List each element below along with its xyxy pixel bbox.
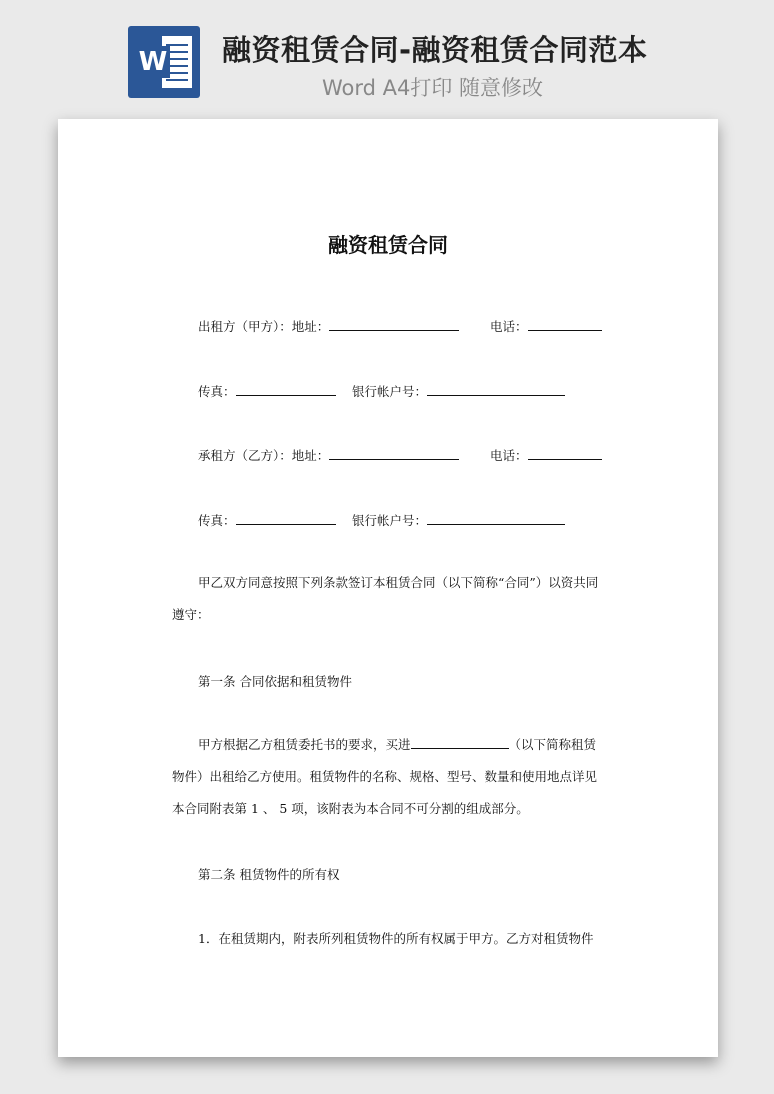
lessee-address-row bbox=[198, 446, 459, 464]
lessor-address-blank[interactable] bbox=[329, 318, 459, 331]
article1-item-blank[interactable] bbox=[411, 736, 509, 749]
article1-line-1-a: 甲方根据乙方租赁委托书的要求，买进 bbox=[198, 737, 411, 752]
intro-paragraph bbox=[172, 567, 602, 631]
intro-line-1: 甲乙双方同意按照下列条款签订本租赁合同（以下简称“合同”）以资共同 bbox=[198, 575, 599, 590]
word-icon bbox=[128, 26, 200, 98]
lessee-fax-row bbox=[198, 511, 336, 529]
document-title: 融资租赁合同 bbox=[328, 233, 448, 257]
lessor-fax-row bbox=[198, 382, 336, 400]
lessor-fax-blank[interactable] bbox=[236, 383, 336, 396]
lessee-address-label: 承租方（乙方）：地址： bbox=[198, 448, 330, 463]
word-letter: W bbox=[136, 46, 170, 78]
lessee-bank-label: 银行帐户号： bbox=[352, 513, 428, 528]
lessor-bank-label: 银行帐户号： bbox=[352, 384, 428, 399]
lessee-address-blank[interactable] bbox=[329, 447, 459, 460]
lessee-bank-row bbox=[352, 511, 565, 529]
intro-line-2: 遵守： bbox=[172, 607, 210, 622]
page-subtitle: Word A4打印 随意修改 bbox=[322, 76, 544, 100]
watermark bbox=[91, 449, 111, 473]
lessor-phone-blank[interactable] bbox=[528, 318, 602, 331]
lessor-fax-label: 传真： bbox=[198, 384, 236, 399]
document-page bbox=[58, 119, 718, 1057]
lessor-phone-label: 电话： bbox=[490, 319, 528, 334]
article1-heading: 第一条 合同依据和租赁物件 bbox=[198, 674, 352, 689]
header bbox=[0, 0, 774, 110]
lessor-phone-row bbox=[490, 317, 602, 335]
article2-paragraph bbox=[172, 923, 602, 955]
lessee-phone-blank[interactable] bbox=[528, 447, 602, 460]
lessor-address-row bbox=[198, 317, 459, 335]
article1-line-2: 物件）出租给乙方使用。租赁物件的名称、规格、型号、数量和使用地点详见 bbox=[172, 769, 598, 784]
lessor-address-label: 出租方（甲方）：地址： bbox=[198, 319, 330, 334]
article1-paragraph bbox=[172, 729, 602, 825]
lessee-fax-blank[interactable] bbox=[236, 512, 336, 525]
article1-line-1-b: （以下简称租赁 bbox=[508, 737, 597, 752]
article2-line-1: 1．在租赁期内，附表所列租赁物件的所有权属于甲方。乙方对租赁物件 bbox=[198, 931, 594, 946]
page-title: 融资租赁合同-融资租赁合同范本 bbox=[222, 33, 648, 67]
lessee-phone-row bbox=[490, 446, 602, 464]
lessee-phone-label: 电话： bbox=[490, 448, 528, 463]
lessor-bank-row bbox=[352, 382, 565, 400]
lessee-bank-blank[interactable] bbox=[427, 512, 565, 525]
lessee-fax-label: 传真： bbox=[198, 513, 236, 528]
article1-line-1 bbox=[172, 729, 602, 761]
lessor-bank-blank[interactable] bbox=[427, 383, 565, 396]
article2-heading: 第二条 租赁物件的所有权 bbox=[198, 867, 340, 882]
article1-line-3: 本合同附表第 1 、 5 项，该附表为本合同不可分割的组成部分。 bbox=[172, 801, 529, 816]
